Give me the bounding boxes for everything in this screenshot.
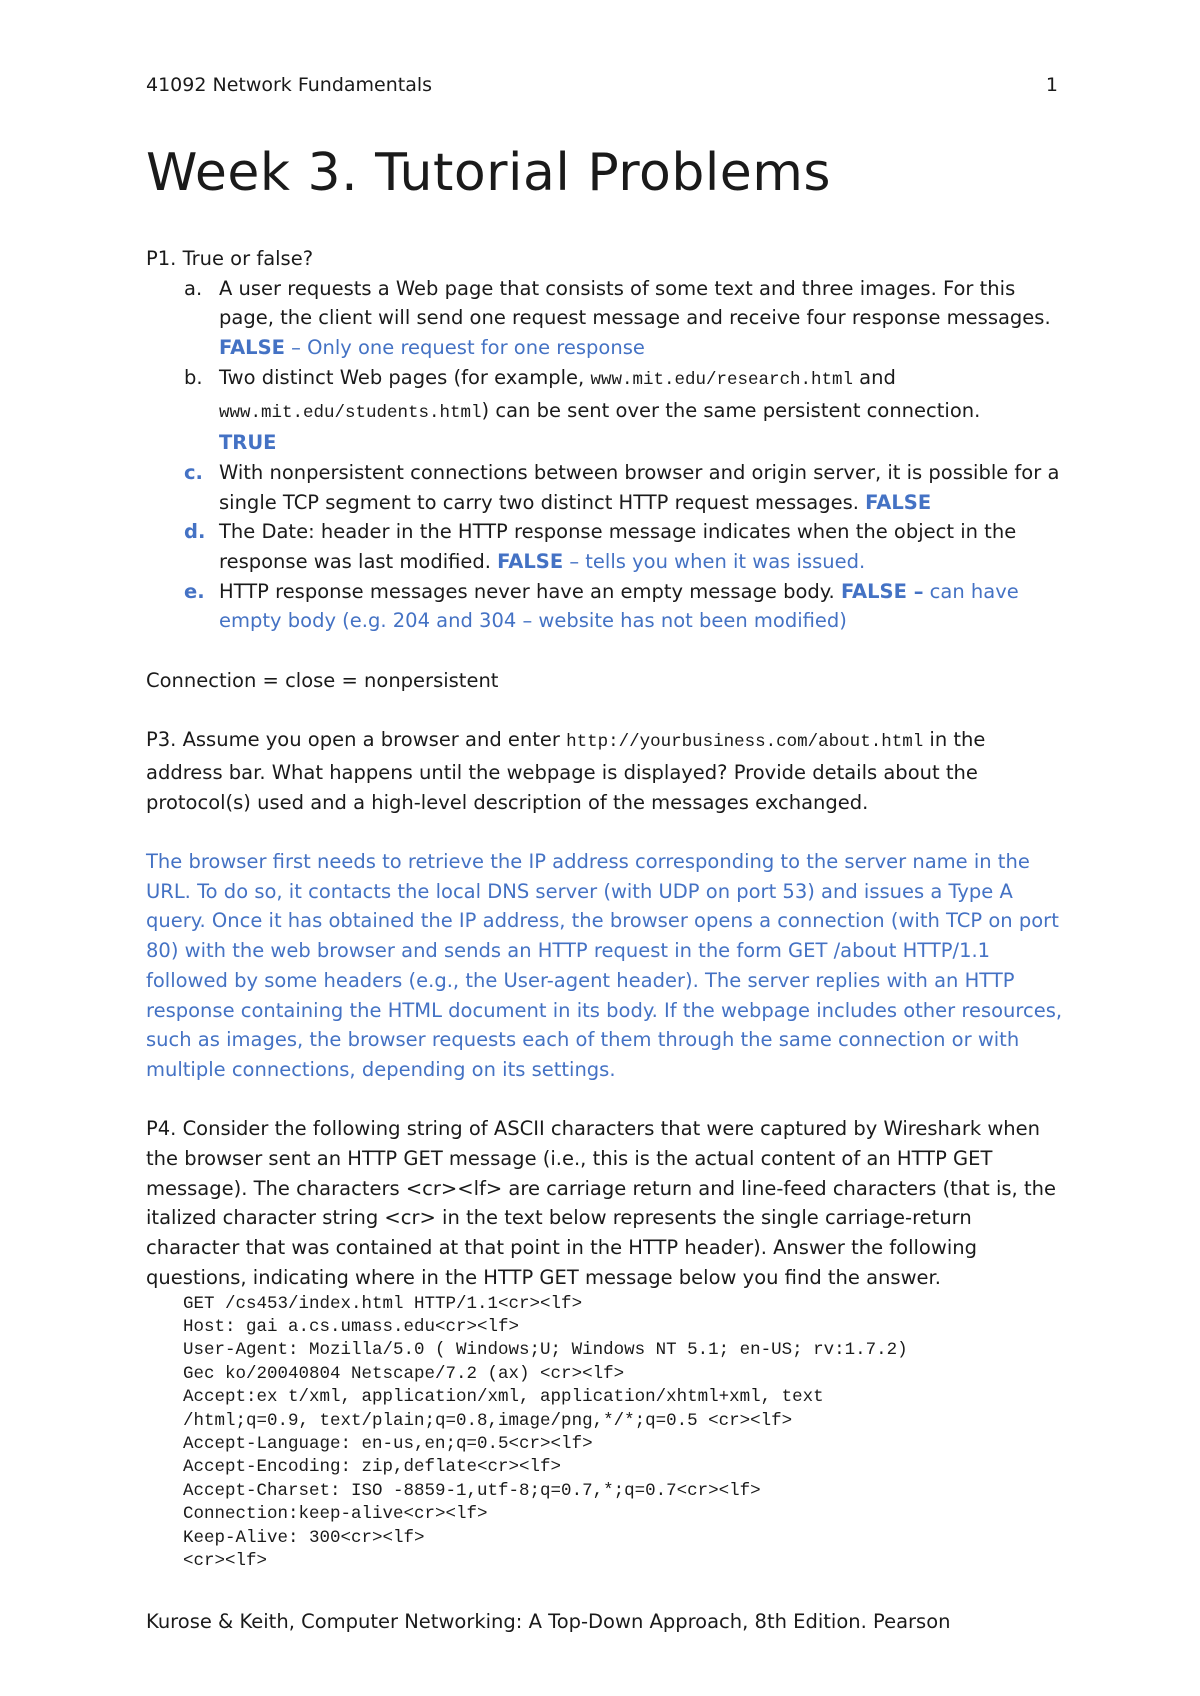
page-title: Week 3. Tutorial Problems [146, 143, 832, 203]
item-text: HTTP response messages never have an empty message body. [219, 579, 841, 603]
course-name: 41092 Network Fundamentals [146, 74, 433, 96]
code-line: Accept-Encoding: zip,deflate<cr><lf> [183, 1457, 562, 1478]
list-item [146, 363, 1066, 458]
item-text: The Date: header in the HTTP response message indicates when the object in the response was last modified. [219, 520, 1017, 574]
list-item [146, 517, 1066, 576]
code-line: Host: gai a.cs.umass.edu<cr><lf> [183, 1316, 520, 1337]
list-item [146, 458, 1066, 517]
answer-note: can have empty body (e.g. 204 and 304 – website has not been modified) [219, 579, 1019, 633]
http-get-message [146, 1293, 1066, 1574]
list-item [146, 274, 1066, 363]
item-text: Two distinct Web pages (for example, [219, 365, 591, 389]
item-marker: b. [184, 365, 203, 389]
item-text: A user requests a Web page that consists of some text and three images. For this page, the client will send one request message and receive four response messages. [219, 276, 1051, 330]
code-line: Gec ko/20040804 Netscape/7.2 (ax) <cr><lf> [183, 1363, 625, 1384]
item-text: ) can be sent over the same persistent connection. [481, 398, 981, 422]
url-example: www.mit.edu/research.html [590, 369, 853, 390]
p3-answer: The browser first needs to retrieve the IP address corresponding to the server name in the URL. To do so, it contacts the local DNS server (with UDP on port 53) and issues a Type A query. Once it has obtained the IP address, the browser opens a connection (with TCP on port 80) with the web browser and sends an HTTP request in the form GET /about HTTP/1.1 followed by some headers (e.g., the User-agent header). The server replies with an HTTP response containing the HTML document in its body. If the webpage includes other resources, such as images, the browser requests each of them through the same connection or with multiple connections, depending on its settings. [146, 850, 1063, 1081]
question-text: P3. Assume you open a browser and enter [146, 728, 567, 752]
item-marker: e. [184, 579, 205, 603]
page-footer: Kurose & Keith, Computer Networking: A Top-Down Approach, 8th Edition. Pearson [146, 1610, 951, 1633]
p4-question: P4. Consider the following string of ASCII characters that were captured by Wireshark when the browser sent an HTTP GET message (i.e., this is the actual content of an HTTP GET message). The characters <cr><lf> are carriage return and line-feed characters (that is, the italized character string <cr> in the text below represents the single carriage-return character that was contained at that point in the HTTP header). Answer the following questions, indicating where in the HTTP GET message below you find the answer. [146, 1117, 1056, 1289]
code-line: Accept-Charset: ISO -8859-1,utf-8;q=0.7,*;q=0.7<cr><lf> [183, 1480, 761, 1501]
answer-label: TRUE [219, 431, 277, 455]
code-line: User-Agent: Mozilla/5.0 ( Windows;U; Windows NT 5.1; en-US; rv:1.7.2) [183, 1340, 908, 1361]
p1-list [146, 274, 1066, 636]
answer-label: FALSE [219, 336, 285, 360]
code-line: Accept-Language: en-us,en;q=0.5<cr><lf> [183, 1433, 593, 1454]
question-text: in the address bar. What happens until the webpage is displayed? Provide details about the protocol(s) used and a high-level description of the messages exchanged. [146, 728, 986, 814]
page-header [146, 74, 1058, 96]
code-line: GET /cs453/index.html HTTP/1.1<cr><lf> [183, 1293, 583, 1314]
document-body [146, 244, 1066, 1573]
url-example: http://yourbusiness.com/about.html [566, 732, 924, 753]
url-example: www.mit.edu/students.html [219, 402, 482, 423]
item-text: and [852, 365, 896, 389]
answer-label: FALSE [865, 490, 932, 514]
item-marker: d. [184, 520, 206, 544]
p3-question [146, 725, 1066, 817]
item-text: With nonpersistent connections between browser and origin server, it is possible for a single TCP segment to carry two distinct HTTP request messages. [219, 460, 1060, 514]
answer-note: – Only one request for one response [284, 336, 645, 360]
answer-note: – tells you when it was issued. [563, 550, 866, 574]
code-line: /html;q=0.9, text/plain;q=0.8,image/png,*/*;q=0.5 <cr><lf> [183, 1410, 793, 1431]
page-number: 1 [1045, 74, 1058, 96]
code-line: <cr><lf> [183, 1551, 268, 1572]
connection-note: Connection = close = nonpersistent [146, 668, 499, 692]
item-marker: c. [184, 460, 203, 484]
item-marker: a. [184, 276, 203, 300]
p1-heading: P1. True or false? [146, 247, 314, 270]
answer-label: FALSE – [840, 579, 924, 603]
code-line: Accept:ex t/xml, application/xml, application/xhtml+xml, text [183, 1387, 824, 1408]
code-line: Connection:keep-alive<cr><lf> [183, 1504, 488, 1525]
list-item [146, 577, 1066, 636]
answer-label: FALSE [497, 550, 564, 574]
code-line: Keep-Alive: 300<cr><lf> [183, 1527, 425, 1548]
